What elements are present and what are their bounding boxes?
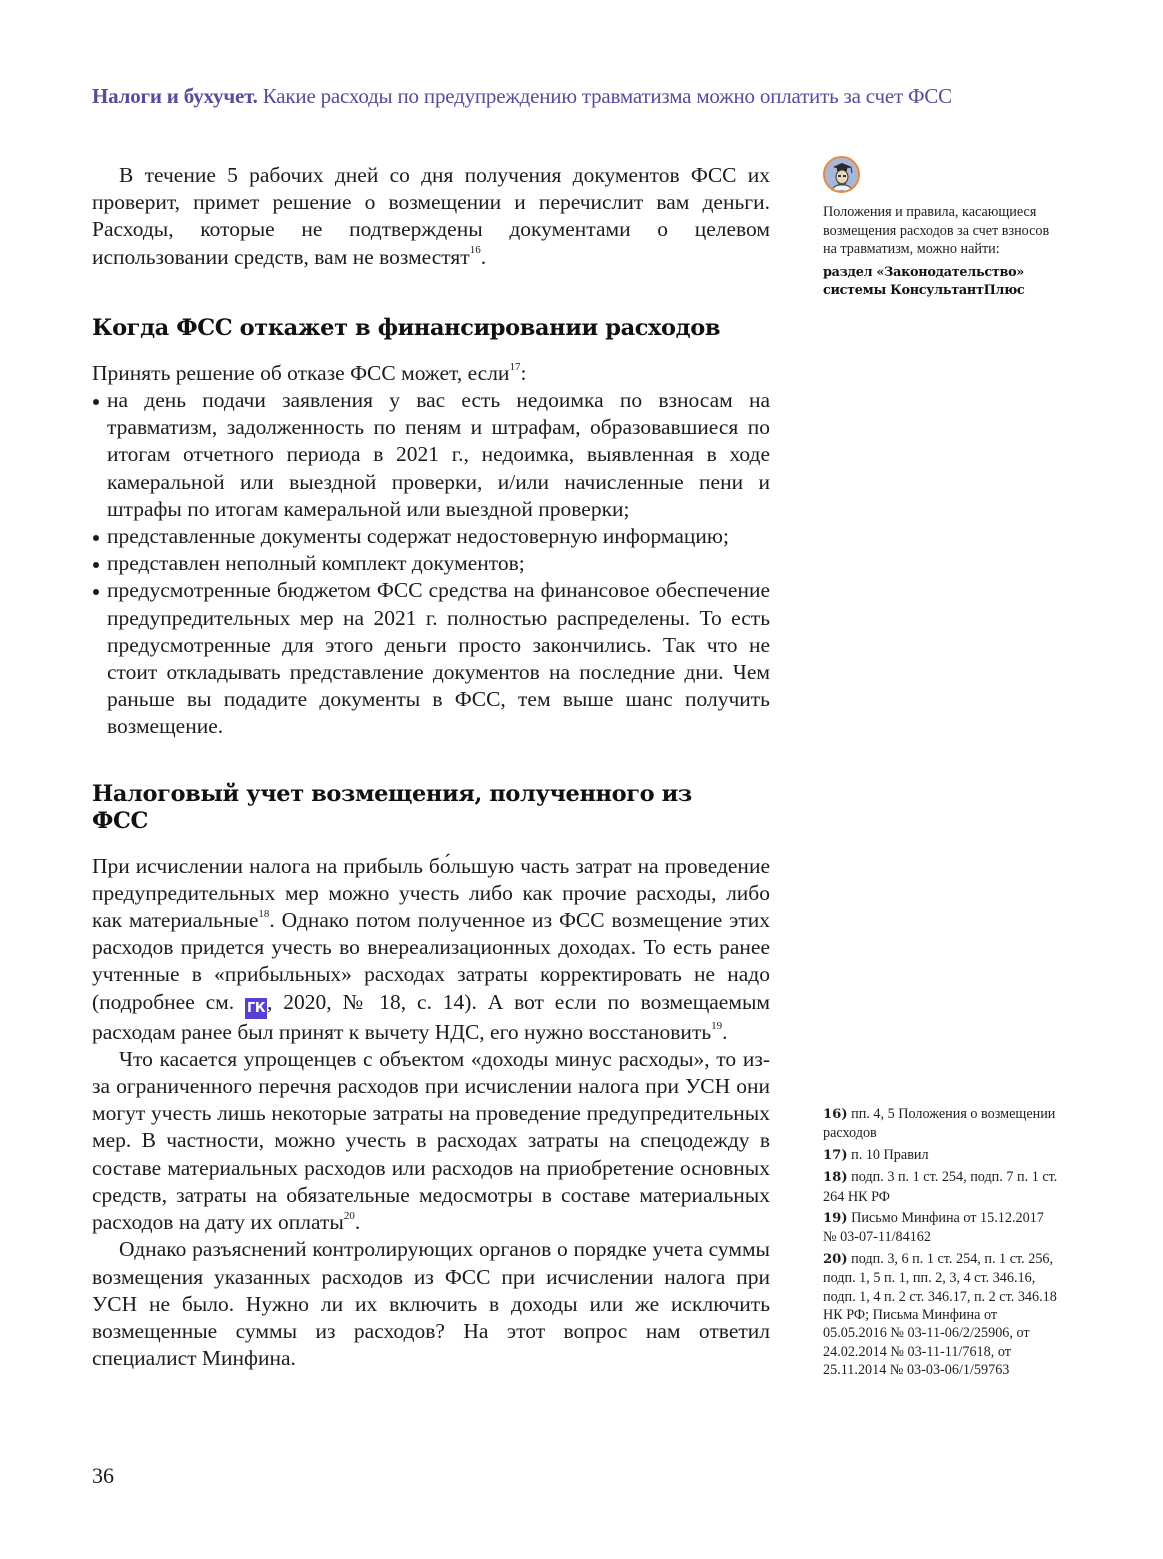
footnote-ref[interactable]: 17 bbox=[509, 360, 521, 373]
page-number: 36 bbox=[92, 1463, 114, 1488]
footnote-ref[interactable]: 18 bbox=[258, 907, 270, 920]
header-section: Налоги и бухучет. bbox=[92, 84, 258, 108]
footnotes bbox=[823, 1105, 1058, 1383]
footnote-ref[interactable]: 19 bbox=[711, 1019, 723, 1032]
list-item: представленные документы содержат недостоверную информацию; bbox=[92, 523, 770, 550]
main-column bbox=[92, 162, 770, 1372]
refusal-lead: Принять решение об отказе ФСС может, если$^{17}$: bbox=[92, 360, 527, 385]
list-item: представлен неполный комплект документов; bbox=[92, 550, 770, 577]
tip-source-link[interactable]: раздел «Законодательство» системы КонсультантПлюс bbox=[823, 264, 1025, 299]
tip-text: Положения и правила, касающиеся возмещения расходов за счет взносов на травматизм, можно найти: bbox=[823, 204, 1050, 258]
tax-paragraph-1: При исчислении налога на прибыль бо́льшую часть затрат на проведение предупредительных мер можно учесть либо как прочие расходы, либо как материальные$^{18}$. Однако потом полученное из ФСС возмещение этих расходов придется учесть во внереализационных доходах. То есть ранее учтенные в «прибыльных» расходах затраты корректировать не надо (подробнее см. ГК, 2020, № 18, с. 14). А вот если по возмещаемым расходам ранее был принят к вычету НДС, его нужно восстановить$^{19}$. bbox=[92, 853, 771, 1044]
refusal-reasons-list bbox=[92, 387, 770, 741]
footnote-17: 17) п. 10 Правил bbox=[823, 1146, 929, 1163]
tax-paragraph-2: Что касается упрощенцев с объектом «доходы минус расходы», то из-за ограниченного перечня расходов при исчислении налога при УСН они могут учесть лишь некоторые затраты на проведение предупредительных мер. В частности, можно учесть в расходах затраты на спецодежду в составе материальных расходов или расходов на приобретение основных средств, затраты на обязательные медосмотры в составе материальных расходов на дату их оплаты$^{20}$. bbox=[92, 1046, 770, 1235]
gk-journal-badge-icon[interactable]: ГК bbox=[245, 998, 267, 1019]
consultant-avatar-icon bbox=[823, 156, 860, 193]
section-heading-refusal: Когда ФСС откажет в финансировании расходов bbox=[92, 314, 721, 341]
sidebar-tip bbox=[823, 156, 1053, 301]
tax-paragraph-3: Однако разъяснений контролирующих органов о порядке учета суммы возмещения указанных расходов из ФСС при исчислении налога при УСН не было. Нужно ли их включить в доходы или же исключить возмещенные суммы из расходов? На этот вопрос нам ответил специалист Минфина. bbox=[92, 1237, 770, 1371]
footnote-18: 18) подп. 3 п. 1 ст. 254, подп. 7 п. 1 ст. 264 НК РФ bbox=[823, 1169, 1058, 1205]
section-heading-tax-accounting: Налоговый учет возмещения, полученного из ФСС bbox=[92, 780, 692, 834]
list-item: на день подачи заявления у вас есть недоимка по взносам на травматизм, задолженность по пеням и штрафам, образовавшиеся по итогам отчетного периода в 2021 г., недоимка, выявленная в ходе камеральной или выездной проверки, и/или начисленные пени и штрафы по итогам камеральной или выездной проверки; bbox=[92, 387, 770, 523]
list-item: предусмотренные бюджетом ФСС средства на финансовое обеспечение предупредительных мер на 2021 г. полностью распределены. То есть предусмотренные для этого деньги просто закончились. Так что не стоит откладывать представление документов на последние дни. Чем раньше вы подадите документы в ФСС, тем выше шанс получить возмещение. bbox=[92, 577, 770, 740]
running-header bbox=[92, 82, 1052, 110]
intro-paragraph: В течение 5 рабочих дней со дня получения документов ФСС их проверит, примет решение о возмещении и перечислит вам деньги. Расходы, которые не подтверждены документами о целевом использовании средств, вам не возместят$^{16}$. bbox=[92, 163, 770, 269]
footnote-16: 16) пп. 4, 5 Положения о возмещении расходов bbox=[823, 1106, 1056, 1142]
footnote-ref[interactable]: 16 bbox=[469, 244, 481, 257]
header-title: Какие расходы по предупреждению травматизма можно оплатить за счет ФСС bbox=[262, 84, 952, 108]
footnote-19: 19) Письмо Минфина от 15.12.2017 № 03-07-11/84162 bbox=[823, 1210, 1044, 1246]
footnote-20: 20) подп. 3, 6 п. 1 ст. 254, п. 1 ст. 256, подп. 1, 5 п. 1, пп. 2, 3, 4 ст. 346.16, подп. 1, 4 п. 2 ст. 346.17, п. 2 ст. 346.18 НК РФ; Письма Минфина от 05.05.2016 № 03-11-06/2/25906, от 24.02.2014 № 03-11-11/7618, от 25.11.2014 № 03-03-06/1/59763 bbox=[823, 1250, 1057, 1379]
footnote-ref[interactable]: 20 bbox=[343, 1209, 355, 1222]
